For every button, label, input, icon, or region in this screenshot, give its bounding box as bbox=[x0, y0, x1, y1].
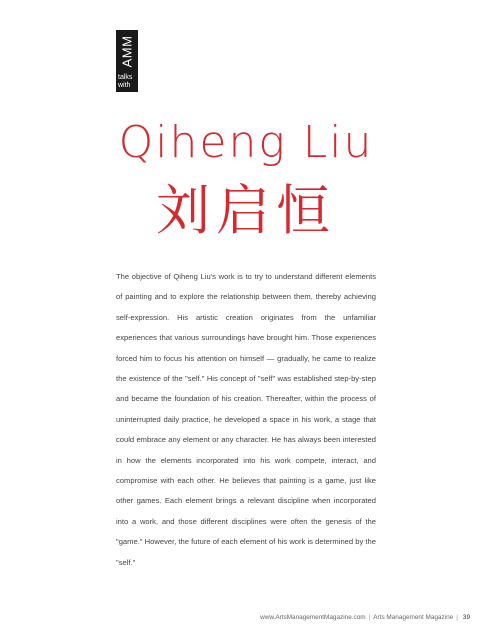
talks-text: talks bbox=[118, 74, 133, 81]
footer-separator-2: | bbox=[456, 614, 458, 621]
artist-name-heading: Qiheng Liu bbox=[118, 117, 374, 168]
talks-with-label bbox=[116, 74, 138, 90]
page-footer bbox=[260, 614, 470, 621]
footer-publication: Arts Management Magazine bbox=[373, 614, 454, 621]
with-text: with bbox=[118, 82, 131, 89]
artist-name-chinese: 刘启恒 bbox=[156, 179, 336, 242]
footer-website-link[interactable]: www.ArtsManagementMagazine.com bbox=[260, 614, 366, 621]
article-body: The objective of Qiheng Liu's work is to try to understand different elements of painting and to explore the relationship between them, thereby achieving self-expression. His artistic creation originates from the unfamiliar experiences that various surroundings have brought him. Those experiences forced him to focus his attention on himself — gradually, he came to realize the existence of the "self." His concept of "self" was established step-by-step and became the foundation of his creation. Thereafter, within the process of uninterrupted daily practice, he developed a space in his work, a stage that could embrace any element or any character. He has always been interested in how the elements incorporated into his work compete, interact, and compromise with each other. He believes that painting is a game, just like other games. Each element brings a relevant discipline when incorporated into a work, and those different disciplines were often the genesis of the "game." However, the future of each element of his work is determined by the "self." bbox=[116, 272, 376, 567]
footer-separator: | bbox=[368, 614, 371, 621]
amm-brand-text: AMM bbox=[119, 35, 135, 67]
amm-logo bbox=[116, 30, 138, 72]
page-number: 39 bbox=[462, 614, 470, 621]
amm-badge bbox=[116, 30, 138, 92]
